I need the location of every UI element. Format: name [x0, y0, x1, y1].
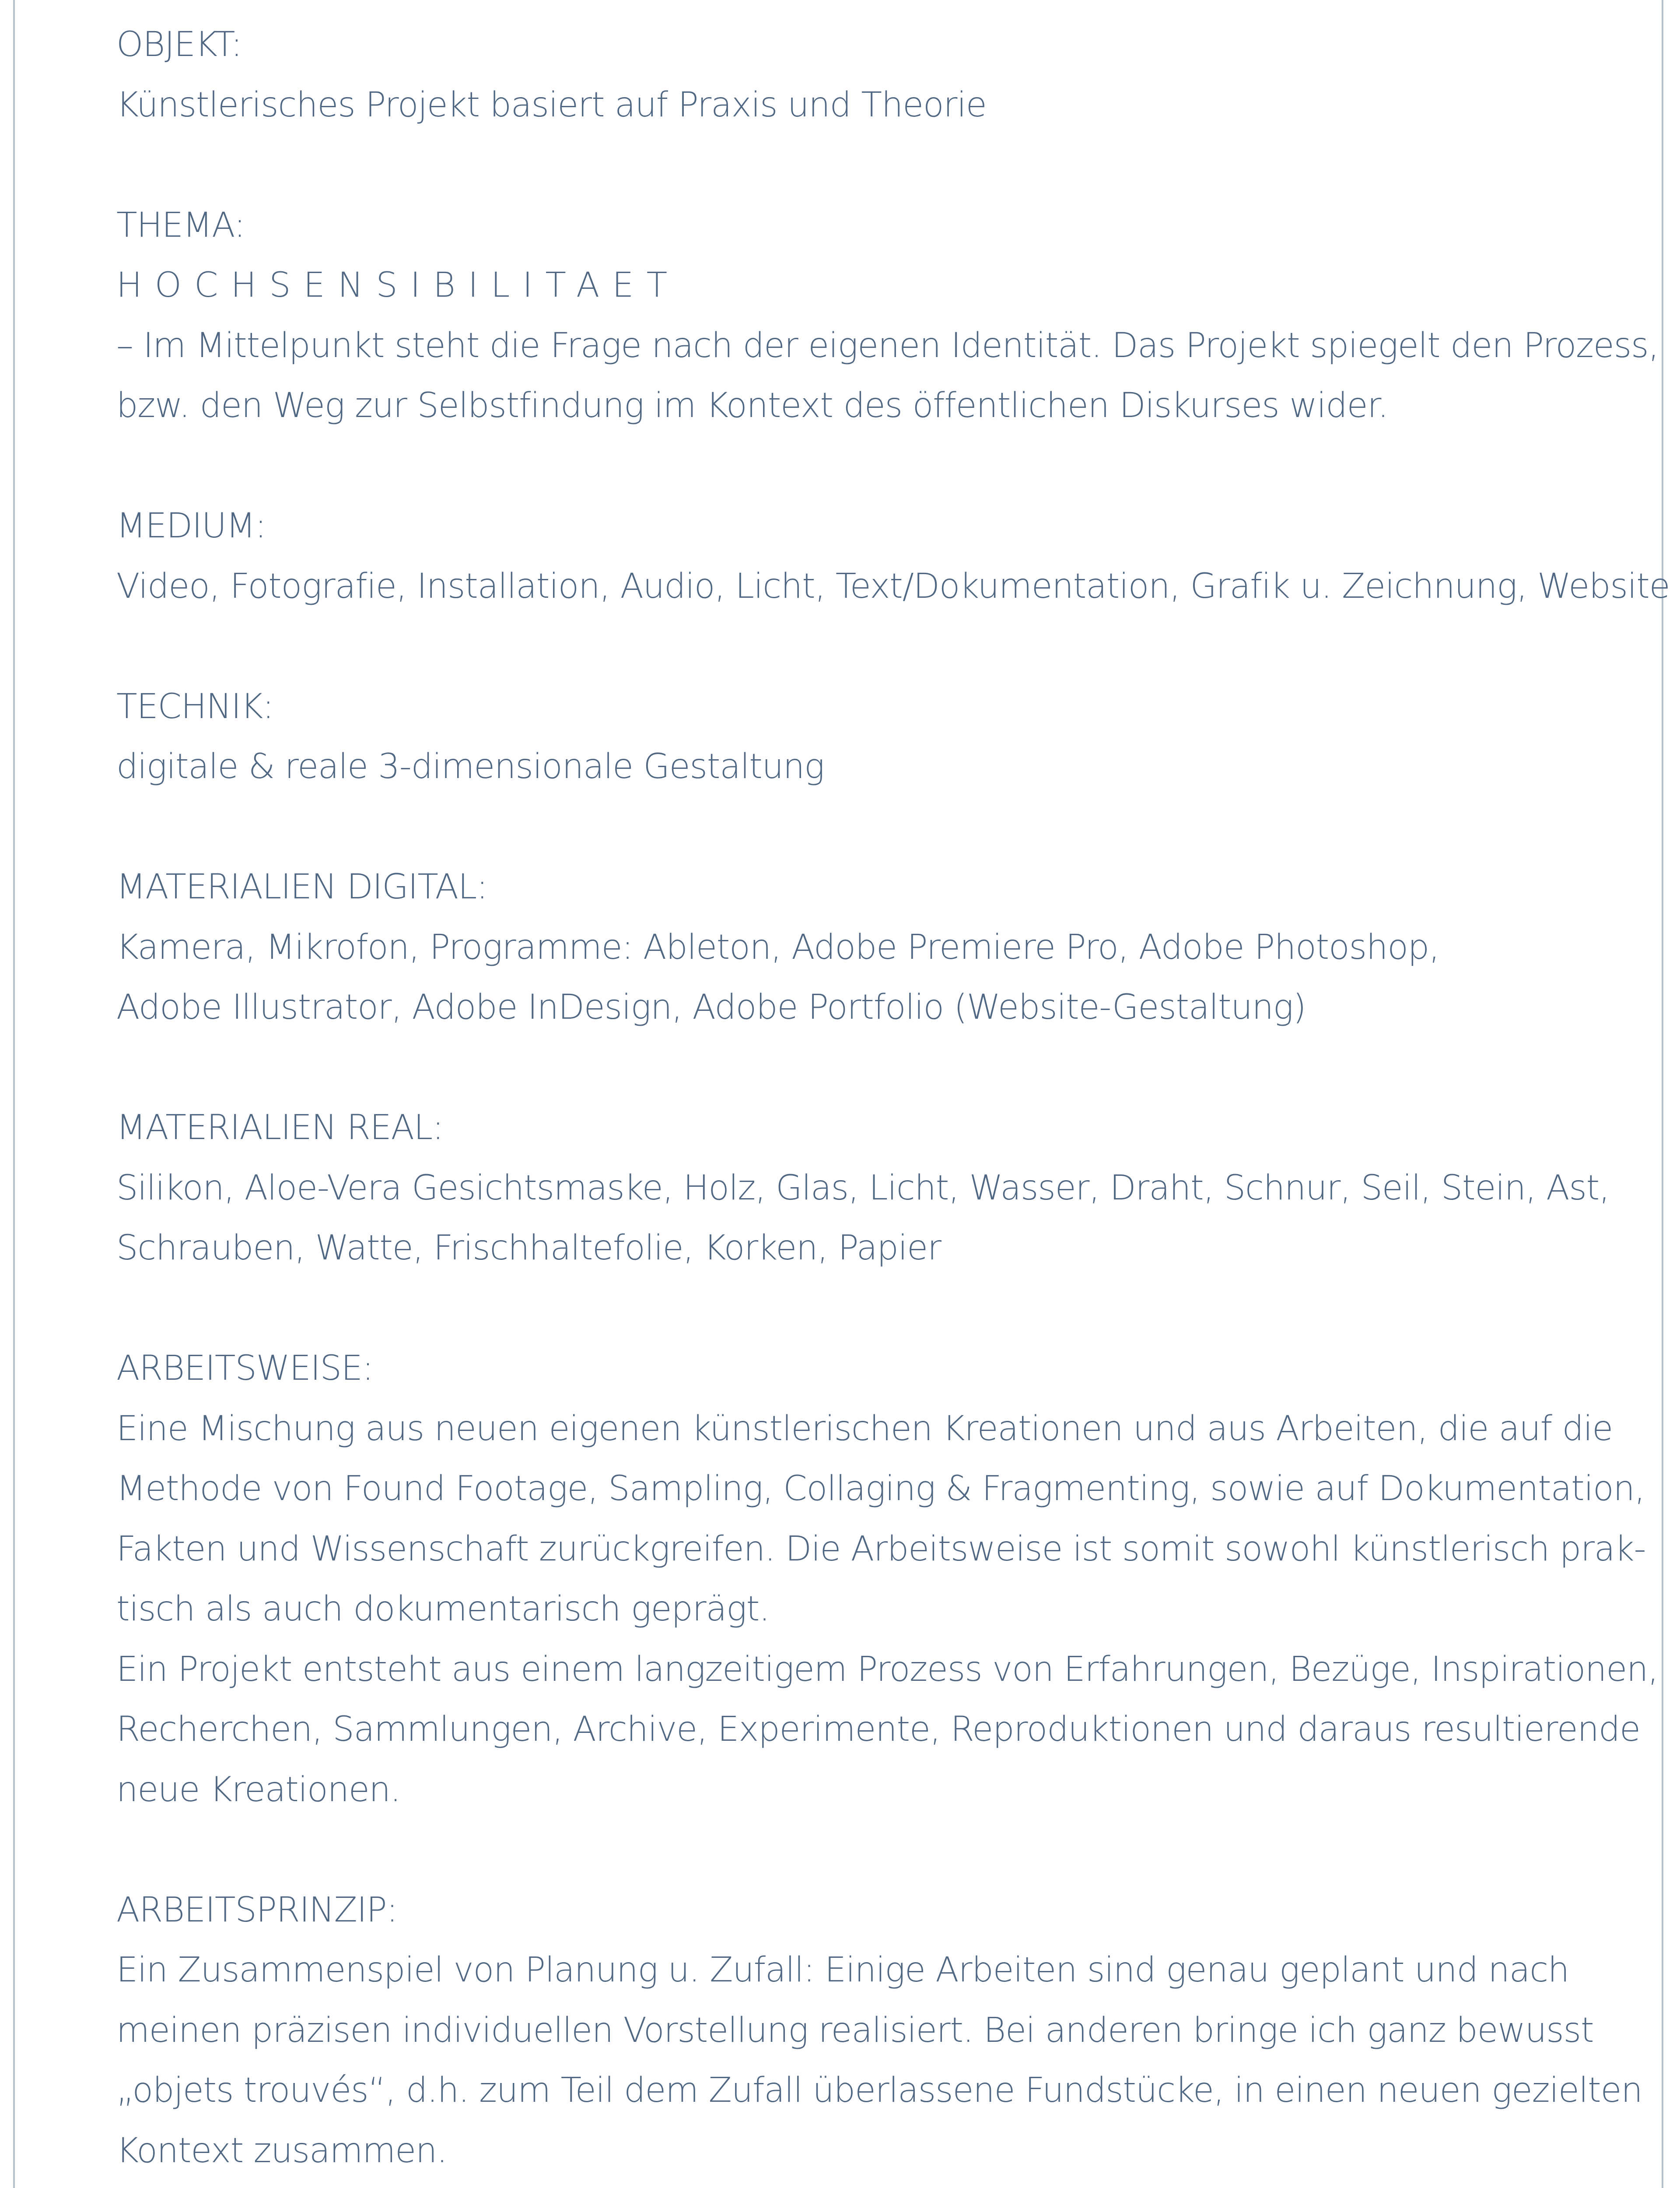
objekt-text: Künstlerisches Projekt basiert auf Praxis und Theorie: [116, 85, 987, 125]
section-thema: [116, 196, 1659, 436]
thema-line: – Im Mittelpunkt steht die Frage nach der eigenen Identität. Das Projekt spiegelt den Prozess,: [116, 326, 1659, 365]
section-label-thema: THEMA:: [116, 205, 245, 245]
section-technik: [116, 677, 1564, 797]
materialien-digital-line: Kamera, Mikrofon, Programme: Ableton, Adobe Premiere Pro, Adobe Photoshop,: [116, 927, 1439, 967]
arbeitsweise-line: Eine Mischung aus neuen eigenen künstlerischen Kreationen und aus Arbeiten, die auf die: [116, 1409, 1613, 1448]
project-description: [116, 15, 1670, 2188]
section-label-objekt: OBJEKT:: [116, 25, 242, 64]
section-label-materialien-real: MATERIALIEN REAL:: [116, 1108, 444, 1147]
section-label-arbeitsprinzip: ARBEITSPRINZIP:: [116, 1890, 398, 1930]
arbeitsprinzip-line: meinen präzisen individuellen Vorstellung realisiert. Bei anderen bringe ich ganz bewusst: [116, 2010, 1594, 2050]
section-label-materialien-digital: MATERIALIEN DIGITAL:: [116, 867, 488, 907]
arbeitsweise-line: neue Kreationen.: [116, 1770, 401, 1809]
section-objekt: [116, 15, 1564, 135]
section-arbeitsprinzip: [116, 1880, 1642, 2181]
arbeitsweise-line: Recherchen, Sammlungen, Archive, Experimente, Reproduktionen und daraus resultierende: [116, 1710, 1640, 1749]
materialien-real-line: Silikon, Aloe-Vera Gesichtsmaske, Holz, Glas, Licht, Wasser, Draht, Schnur, Seil, Stein, Ast,: [116, 1168, 1610, 1208]
arbeitsweise-line: Ein Projekt entsteht aus einem langzeitigem Prozess von Erfahrungen, Bezüge, Inspirationen,: [116, 1649, 1658, 1689]
technik-text: digitale & reale 3-dimensionale Gestaltung: [116, 747, 824, 786]
section-label-arbeitsweise: ARBEITSWEISE:: [116, 1349, 373, 1388]
materialien-digital-line: Adobe Illustrator, Adobe InDesign, Adobe Portfolio (Website-Gestaltung): [116, 988, 1306, 1027]
arbeitsprinzip-line: „objets trouvés“, d.h. zum Teil dem Zufall überlassene Fundstücke, in einen neuen gezielten: [116, 2071, 1642, 2110]
arbeitsweise-line: Methode von Found Footage, Sampling, Collaging & Fragmenting, sowie auf Dokumentation,: [116, 1469, 1645, 1508]
materialien-real-line: Schrauben, Watte, Frischhaltefolie, Korken, Papier: [116, 1228, 941, 1268]
arbeitsprinzip-line: Ein Zusammenspiel von Planung u. Zufall: Einige Arbeiten sind genau geplant und nach: [116, 1950, 1569, 1990]
arbeitsprinzip-line: Kontext zusammen.: [116, 2131, 447, 2170]
arbeitsweise-line: Fakten und Wissenschaft zurückgreifen. Die Arbeitsweise ist somit sowohl künstlerisch prak-: [116, 1529, 1646, 1569]
thema-title: HOCHSENSIBILITAET: [116, 266, 680, 305]
section-arbeitsweise: [116, 1339, 1658, 1820]
section-materialien-digital: [116, 857, 1564, 1038]
medium-text: Video, Fotografie, Installation, Audio, Licht, Text/Dokumentation, Grafik u. Zeichnung, Website: [116, 566, 1670, 606]
section-label-technik: TECHNIK:: [116, 687, 274, 726]
thema-line: bzw. den Weg zur Selbstfindung im Kontext des öffentlichen Diskurses wider.: [116, 386, 1388, 425]
section-label-medium: MEDIUM:: [116, 506, 266, 546]
arbeitsweise-line: tisch als auch dokumentarisch geprägt.: [116, 1589, 770, 1629]
section-materialien-real: [116, 1098, 1610, 1279]
section-medium: [116, 496, 1670, 617]
